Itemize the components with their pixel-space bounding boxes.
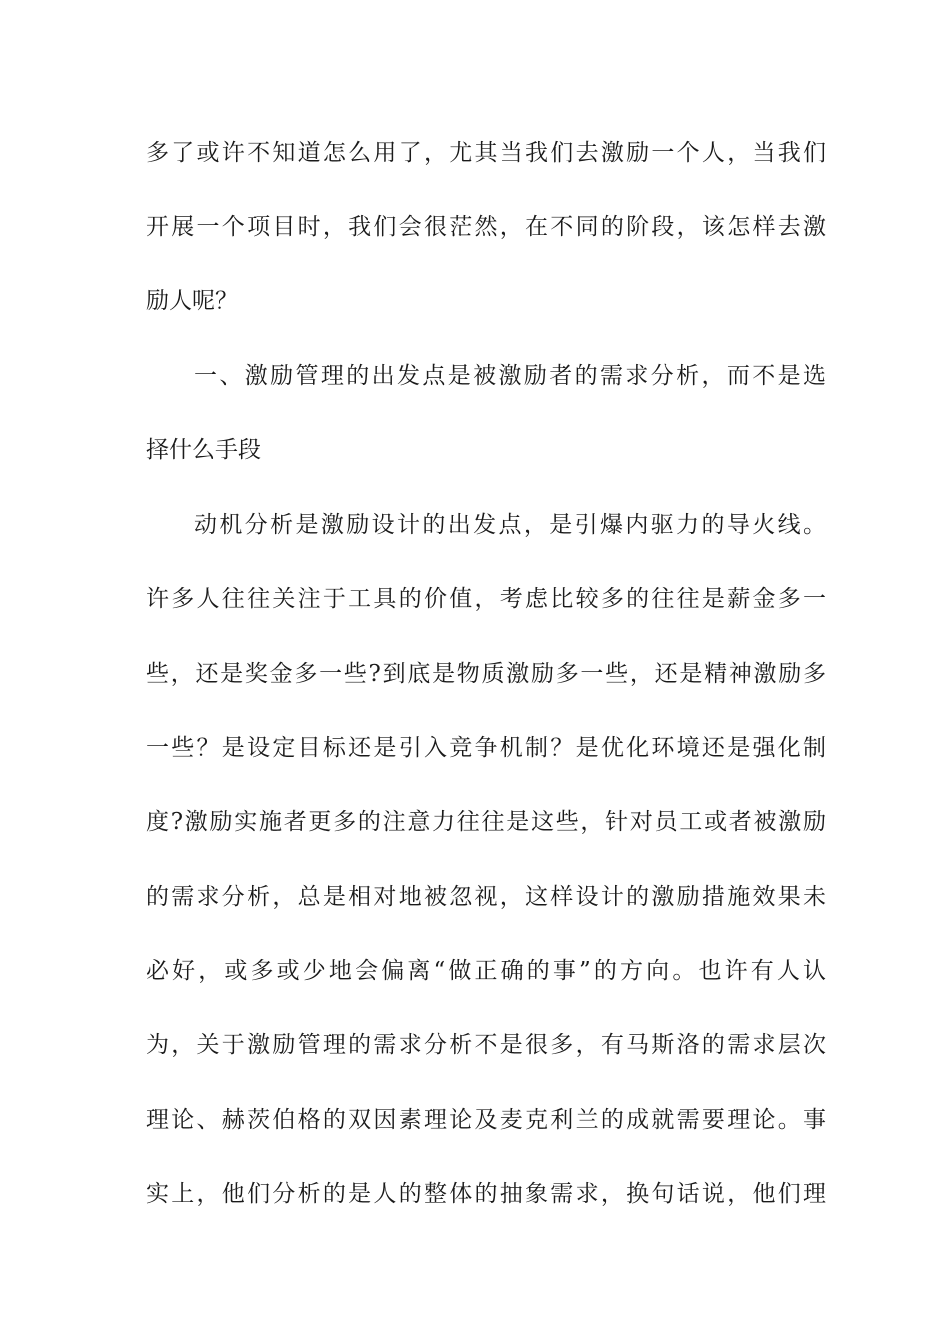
body-text-line: 开展一个项目时，我们会很茫然，在不同的阶段，该怎样去激 (146, 214, 826, 240)
section-heading-line: 一、激励管理的出发点是被激励者的需求分析，而不是选 (194, 363, 826, 389)
body-text-line: 许多人往往关注于工具的价值，考虑比较多的往往是薪金多一 (146, 586, 826, 612)
section-heading-line: 择什么手段 (146, 437, 261, 463)
body-text-line: 度?激励实施者更多的注意力往往是这些，针对员工或者被激励 (146, 809, 826, 835)
body-text-line: 些，还是奖金多一些?到底是物质激励多一些，还是精神激励多 (146, 661, 826, 687)
body-text-line: 理论、赫茨伯格的双因素理论及麦克利兰的成就需要理论。事 (146, 1107, 826, 1133)
body-text-line: 的需求分析，总是相对地被忽视，这样设计的激励措施效果未 (146, 884, 826, 910)
body-text-line: 为，关于激励管理的需求分析不是很多，有马斯洛的需求层次 (146, 1032, 826, 1058)
body-text-line: 一些？是设定目标还是引入竞争机制？是优化环境还是强化制 (146, 735, 826, 761)
body-text-line: 实上，他们分析的是人的整体的抽象需求，换句话说，他们理 (146, 1181, 826, 1207)
body-text-line: 必好，或多或少地会偏离“做正确的事”的方向。也许有人认 (146, 958, 826, 984)
body-text-line: 励人呢？ (146, 288, 238, 314)
body-text-line: 多了或许不知道怎么用了，尤其当我们去激励一个人，当我们 (146, 140, 826, 166)
body-text-line: 动机分析是激励设计的出发点，是引爆内驱力的导火线。 (194, 512, 826, 538)
